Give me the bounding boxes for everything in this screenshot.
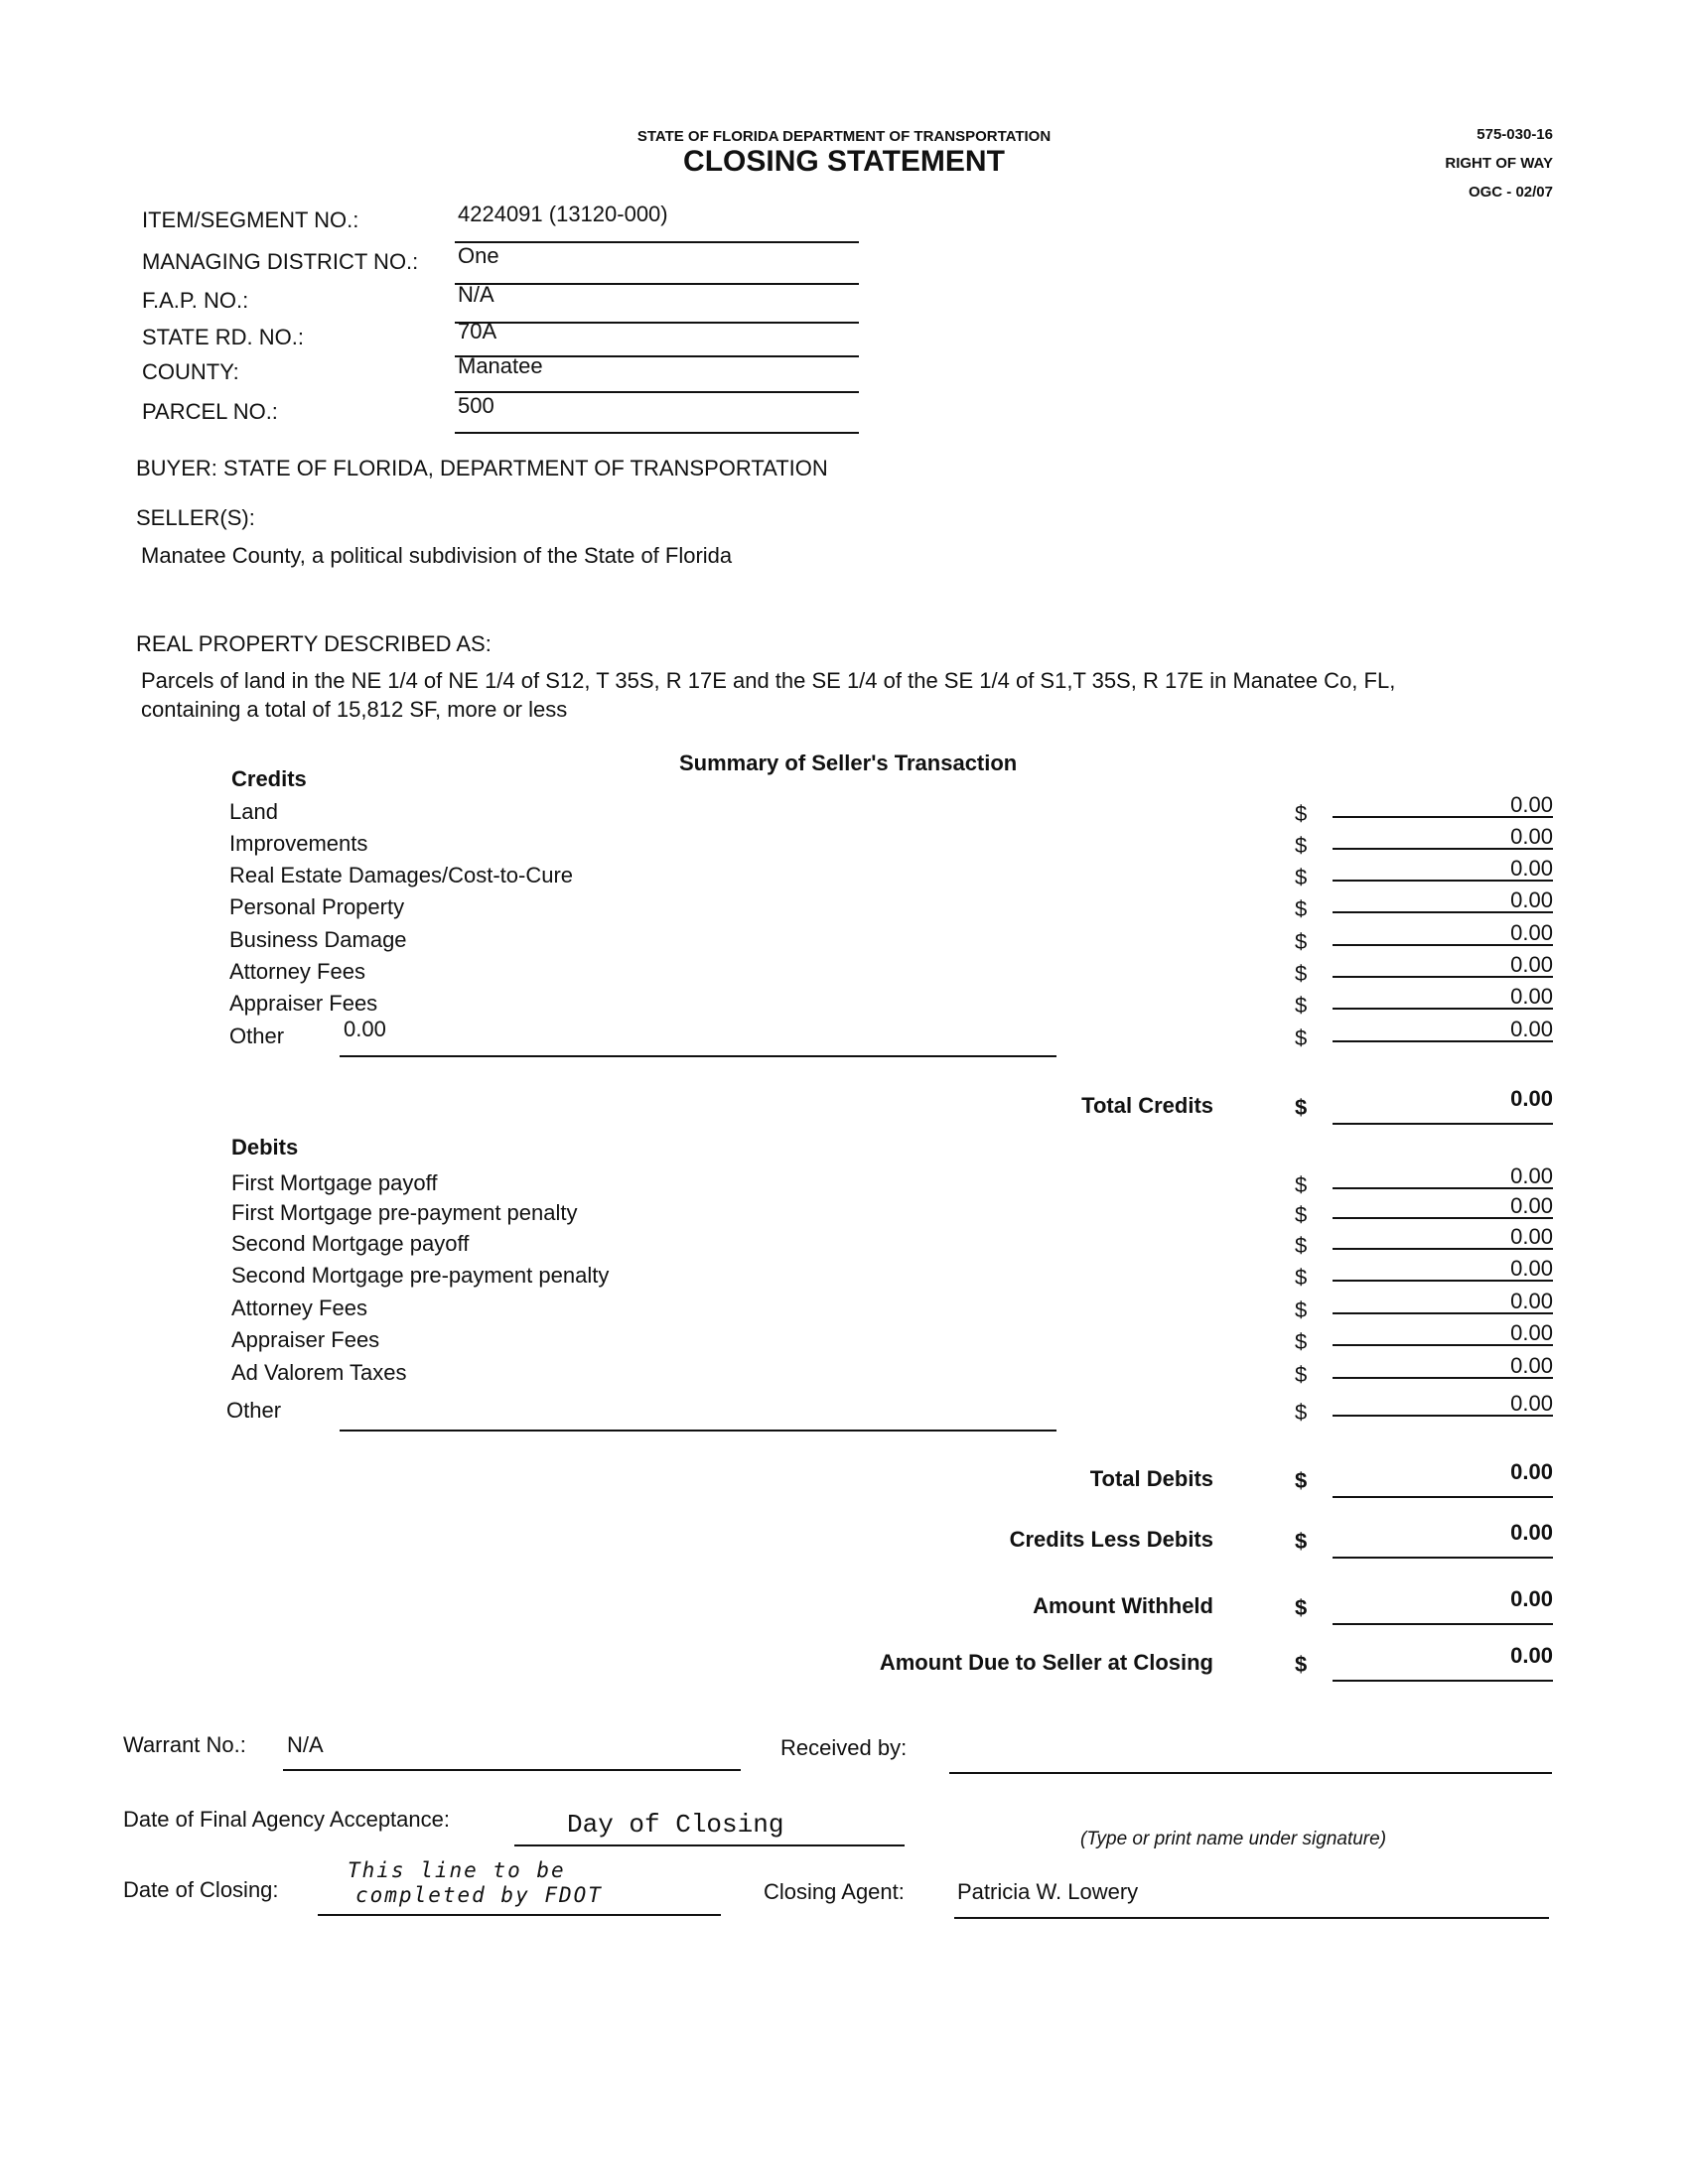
closing-agent-label: Closing Agent: bbox=[764, 1879, 905, 1904]
summary-total-line bbox=[1333, 1557, 1553, 1559]
debit-row-amount[interactable]: 0.00 bbox=[1510, 1163, 1553, 1188]
credit-row-label: Personal Property bbox=[229, 894, 405, 919]
field-value[interactable]: One bbox=[458, 243, 499, 268]
currency-symbol: $ bbox=[1295, 1468, 1308, 1493]
warrant-label: Warrant No.: bbox=[123, 1732, 246, 1757]
credit-row-line bbox=[1333, 911, 1553, 913]
currency-symbol: $ bbox=[1295, 929, 1308, 954]
form-revision: OGC - 02/07 bbox=[1468, 184, 1553, 201]
debit-row-amount[interactable]: 0.00 bbox=[1510, 1224, 1553, 1249]
credit-row-line bbox=[1333, 880, 1553, 882]
credit-row-label: Business Damage bbox=[229, 927, 407, 952]
summary-total-line bbox=[1333, 1680, 1553, 1682]
seller-name: Manatee County, a political subdivision of the State of Florida bbox=[141, 543, 733, 568]
credit-row-line bbox=[1333, 848, 1553, 850]
currency-symbol: $ bbox=[1295, 1652, 1308, 1677]
field-label: PARCEL NO.: bbox=[142, 399, 278, 424]
currency-symbol: $ bbox=[1295, 1362, 1308, 1387]
currency-symbol: $ bbox=[1295, 1529, 1308, 1554]
signature-hint: (Type or print name under signature) bbox=[1080, 1829, 1387, 1849]
field-value[interactable]: N/A bbox=[458, 282, 494, 307]
credit-row-label: Land bbox=[229, 799, 278, 824]
field-label: STATE RD. NO.: bbox=[142, 325, 304, 349]
warrant-line bbox=[283, 1769, 741, 1771]
credit-row-line bbox=[1333, 1008, 1553, 1010]
received-by-label: Received by: bbox=[780, 1735, 908, 1760]
credit-row-amount[interactable]: 0.00 bbox=[1510, 984, 1553, 1009]
debit-row-label: Ad Valorem Taxes bbox=[231, 1360, 407, 1385]
credit-row-label: Real Estate Damages/Cost-to-Cure bbox=[229, 863, 574, 887]
summary-total-amount[interactable]: 0.00 bbox=[1510, 1520, 1553, 1545]
currency-symbol: $ bbox=[1295, 1095, 1308, 1120]
debit-row-line bbox=[1333, 1312, 1553, 1314]
field-label: F.A.P. NO.: bbox=[142, 288, 249, 313]
field-line bbox=[455, 241, 859, 243]
credit-other-line bbox=[340, 1055, 1056, 1057]
acceptance-value[interactable]: Day of Closing bbox=[567, 1810, 784, 1840]
seller-label: SELLER(S): bbox=[136, 505, 255, 530]
field-line bbox=[455, 432, 859, 434]
debit-row-line bbox=[1333, 1187, 1553, 1189]
debit-row-label: First Mortgage pre-payment penalty bbox=[231, 1200, 578, 1225]
total-debits-amount[interactable]: 0.00 bbox=[1510, 1459, 1553, 1484]
currency-symbol: $ bbox=[1295, 1172, 1308, 1197]
warrant-value[interactable]: N/A bbox=[287, 1732, 324, 1757]
credit-row-amount[interactable]: 0.00 bbox=[1510, 1017, 1553, 1041]
currency-symbol: $ bbox=[1295, 1265, 1308, 1290]
debit-row-amount[interactable]: 0.00 bbox=[1510, 1391, 1553, 1416]
total-credits-label: Total Credits bbox=[1081, 1093, 1213, 1118]
credit-row-line bbox=[1333, 976, 1553, 978]
currency-symbol: $ bbox=[1295, 896, 1308, 921]
credit-row-amount[interactable]: 0.00 bbox=[1510, 952, 1553, 977]
property-label: REAL PROPERTY DESCRIBED AS: bbox=[136, 631, 492, 656]
closing-date-label: Date of Closing: bbox=[123, 1877, 279, 1902]
credit-row-line bbox=[1333, 1040, 1553, 1042]
debit-row-amount[interactable]: 0.00 bbox=[1510, 1256, 1553, 1281]
currency-symbol: $ bbox=[1295, 993, 1308, 1018]
debit-row-line bbox=[1333, 1377, 1553, 1379]
acceptance-label: Date of Final Agency Acceptance: bbox=[123, 1807, 450, 1832]
total-credits-amount[interactable]: 0.00 bbox=[1510, 1086, 1553, 1111]
property-description-1: Parcels of land in the NE 1/4 of NE 1/4 of S12, T 35S, R 17E and the SE 1/4 of the SE 1/4 of S1,T 35S, R 17E in Manatee Co, FL, bbox=[141, 668, 1396, 693]
summary-total-label: Amount Due to Seller at Closing bbox=[879, 1650, 1213, 1675]
debits-heading: Debits bbox=[231, 1135, 299, 1160]
credit-row-label: Attorney Fees bbox=[229, 959, 365, 984]
credits-heading: Credits bbox=[231, 766, 307, 791]
debit-row-line bbox=[1333, 1280, 1553, 1282]
closing-agent-value[interactable]: Patricia W. Lowery bbox=[957, 1879, 1139, 1904]
summary-total-line bbox=[1333, 1623, 1553, 1625]
property-description-2: containing a total of 15,812 SF, more or less bbox=[141, 697, 568, 722]
closing-agent-line bbox=[954, 1917, 1549, 1919]
debit-row-label: Appraiser Fees bbox=[231, 1327, 380, 1352]
summary-total-label: Credits Less Debits bbox=[1009, 1527, 1213, 1552]
credit-row-amount[interactable]: 0.00 bbox=[1510, 920, 1553, 945]
summary-total-amount[interactable]: 0.00 bbox=[1510, 1643, 1553, 1668]
form-number: 575-030-16 bbox=[1477, 126, 1553, 143]
credit-row-label: Other bbox=[229, 1024, 285, 1048]
currency-symbol: $ bbox=[1295, 865, 1308, 889]
currency-symbol: $ bbox=[1295, 1400, 1308, 1425]
debit-row-amount[interactable]: 0.00 bbox=[1510, 1353, 1553, 1378]
field-value[interactable]: 500 bbox=[458, 393, 494, 418]
total-debits-label: Total Debits bbox=[1089, 1466, 1213, 1491]
debit-row-label: Second Mortgage payoff bbox=[231, 1231, 470, 1256]
total-debits-line bbox=[1333, 1496, 1553, 1498]
debit-row-label: Attorney Fees bbox=[231, 1296, 367, 1320]
credit-row-label: Improvements bbox=[229, 831, 368, 856]
credit-other-description[interactable]: 0.00 bbox=[344, 1017, 386, 1041]
debit-row-line bbox=[1333, 1217, 1553, 1219]
form-category: RIGHT OF WAY bbox=[1445, 155, 1553, 172]
currency-symbol: $ bbox=[1295, 1025, 1308, 1050]
currency-symbol: $ bbox=[1295, 1233, 1308, 1258]
field-value[interactable]: 4224091 (13120-000) bbox=[458, 202, 668, 226]
debit-row-amount[interactable]: 0.00 bbox=[1510, 1289, 1553, 1313]
credit-row-label: Appraiser Fees bbox=[229, 991, 378, 1016]
summary-total-amount[interactable]: 0.00 bbox=[1510, 1586, 1553, 1611]
field-line bbox=[455, 283, 859, 285]
summary-total-label: Amount Withheld bbox=[1033, 1593, 1213, 1618]
debit-row-amount[interactable]: 0.00 bbox=[1510, 1193, 1553, 1218]
closing-date-note-2: completed by FDOT bbox=[355, 1883, 603, 1907]
currency-symbol: $ bbox=[1295, 833, 1308, 858]
currency-symbol: $ bbox=[1295, 801, 1308, 826]
field-line bbox=[455, 391, 859, 393]
debit-row-line bbox=[1333, 1415, 1553, 1417]
debit-row-amount[interactable]: 0.00 bbox=[1510, 1320, 1553, 1345]
acceptance-line bbox=[514, 1844, 905, 1846]
credit-row-line bbox=[1333, 944, 1553, 946]
credit-row-line bbox=[1333, 816, 1553, 818]
debit-row-line bbox=[1333, 1248, 1553, 1250]
currency-symbol: $ bbox=[1295, 1202, 1308, 1227]
currency-symbol: $ bbox=[1295, 1329, 1308, 1354]
currency-symbol: $ bbox=[1295, 1595, 1308, 1620]
field-value[interactable]: Manatee bbox=[458, 353, 543, 378]
credit-row-amount[interactable]: 0.00 bbox=[1510, 792, 1553, 817]
currency-symbol: $ bbox=[1295, 1297, 1308, 1322]
total-credits-line bbox=[1333, 1123, 1553, 1125]
summary-title: Summary of Seller's Transaction bbox=[679, 751, 1018, 775]
agency-name: STATE OF FLORIDA DEPARTMENT OF TRANSPORTATION bbox=[636, 128, 1052, 145]
field-value[interactable]: 70A bbox=[458, 319, 497, 343]
field-line bbox=[455, 322, 859, 324]
field-label: MANAGING DISTRICT NO.: bbox=[142, 249, 419, 274]
buyer: BUYER: STATE OF FLORIDA, DEPARTMENT OF TRANSPORTATION bbox=[136, 456, 828, 480]
debit-other-line bbox=[340, 1430, 1056, 1432]
debit-row-label: First Mortgage payoff bbox=[231, 1170, 438, 1195]
closing-date-line[interactable] bbox=[318, 1914, 721, 1916]
field-label: ITEM/SEGMENT NO.: bbox=[142, 207, 359, 232]
credit-row-amount[interactable]: 0.00 bbox=[1510, 856, 1553, 881]
form-title: CLOSING STATEMENT bbox=[683, 145, 1005, 178]
debit-row-line bbox=[1333, 1344, 1553, 1346]
currency-symbol: $ bbox=[1295, 961, 1308, 986]
field-label: COUNTY: bbox=[142, 359, 239, 384]
credit-row-amount[interactable]: 0.00 bbox=[1510, 887, 1553, 912]
debit-row-label: Other bbox=[226, 1398, 282, 1423]
debit-row-label: Second Mortgage pre-payment penalty bbox=[231, 1263, 610, 1288]
closing-date-note-1: This line to be bbox=[348, 1858, 566, 1882]
credit-row-amount[interactable]: 0.00 bbox=[1510, 824, 1553, 849]
received-by-signature-line[interactable] bbox=[949, 1772, 1552, 1774]
